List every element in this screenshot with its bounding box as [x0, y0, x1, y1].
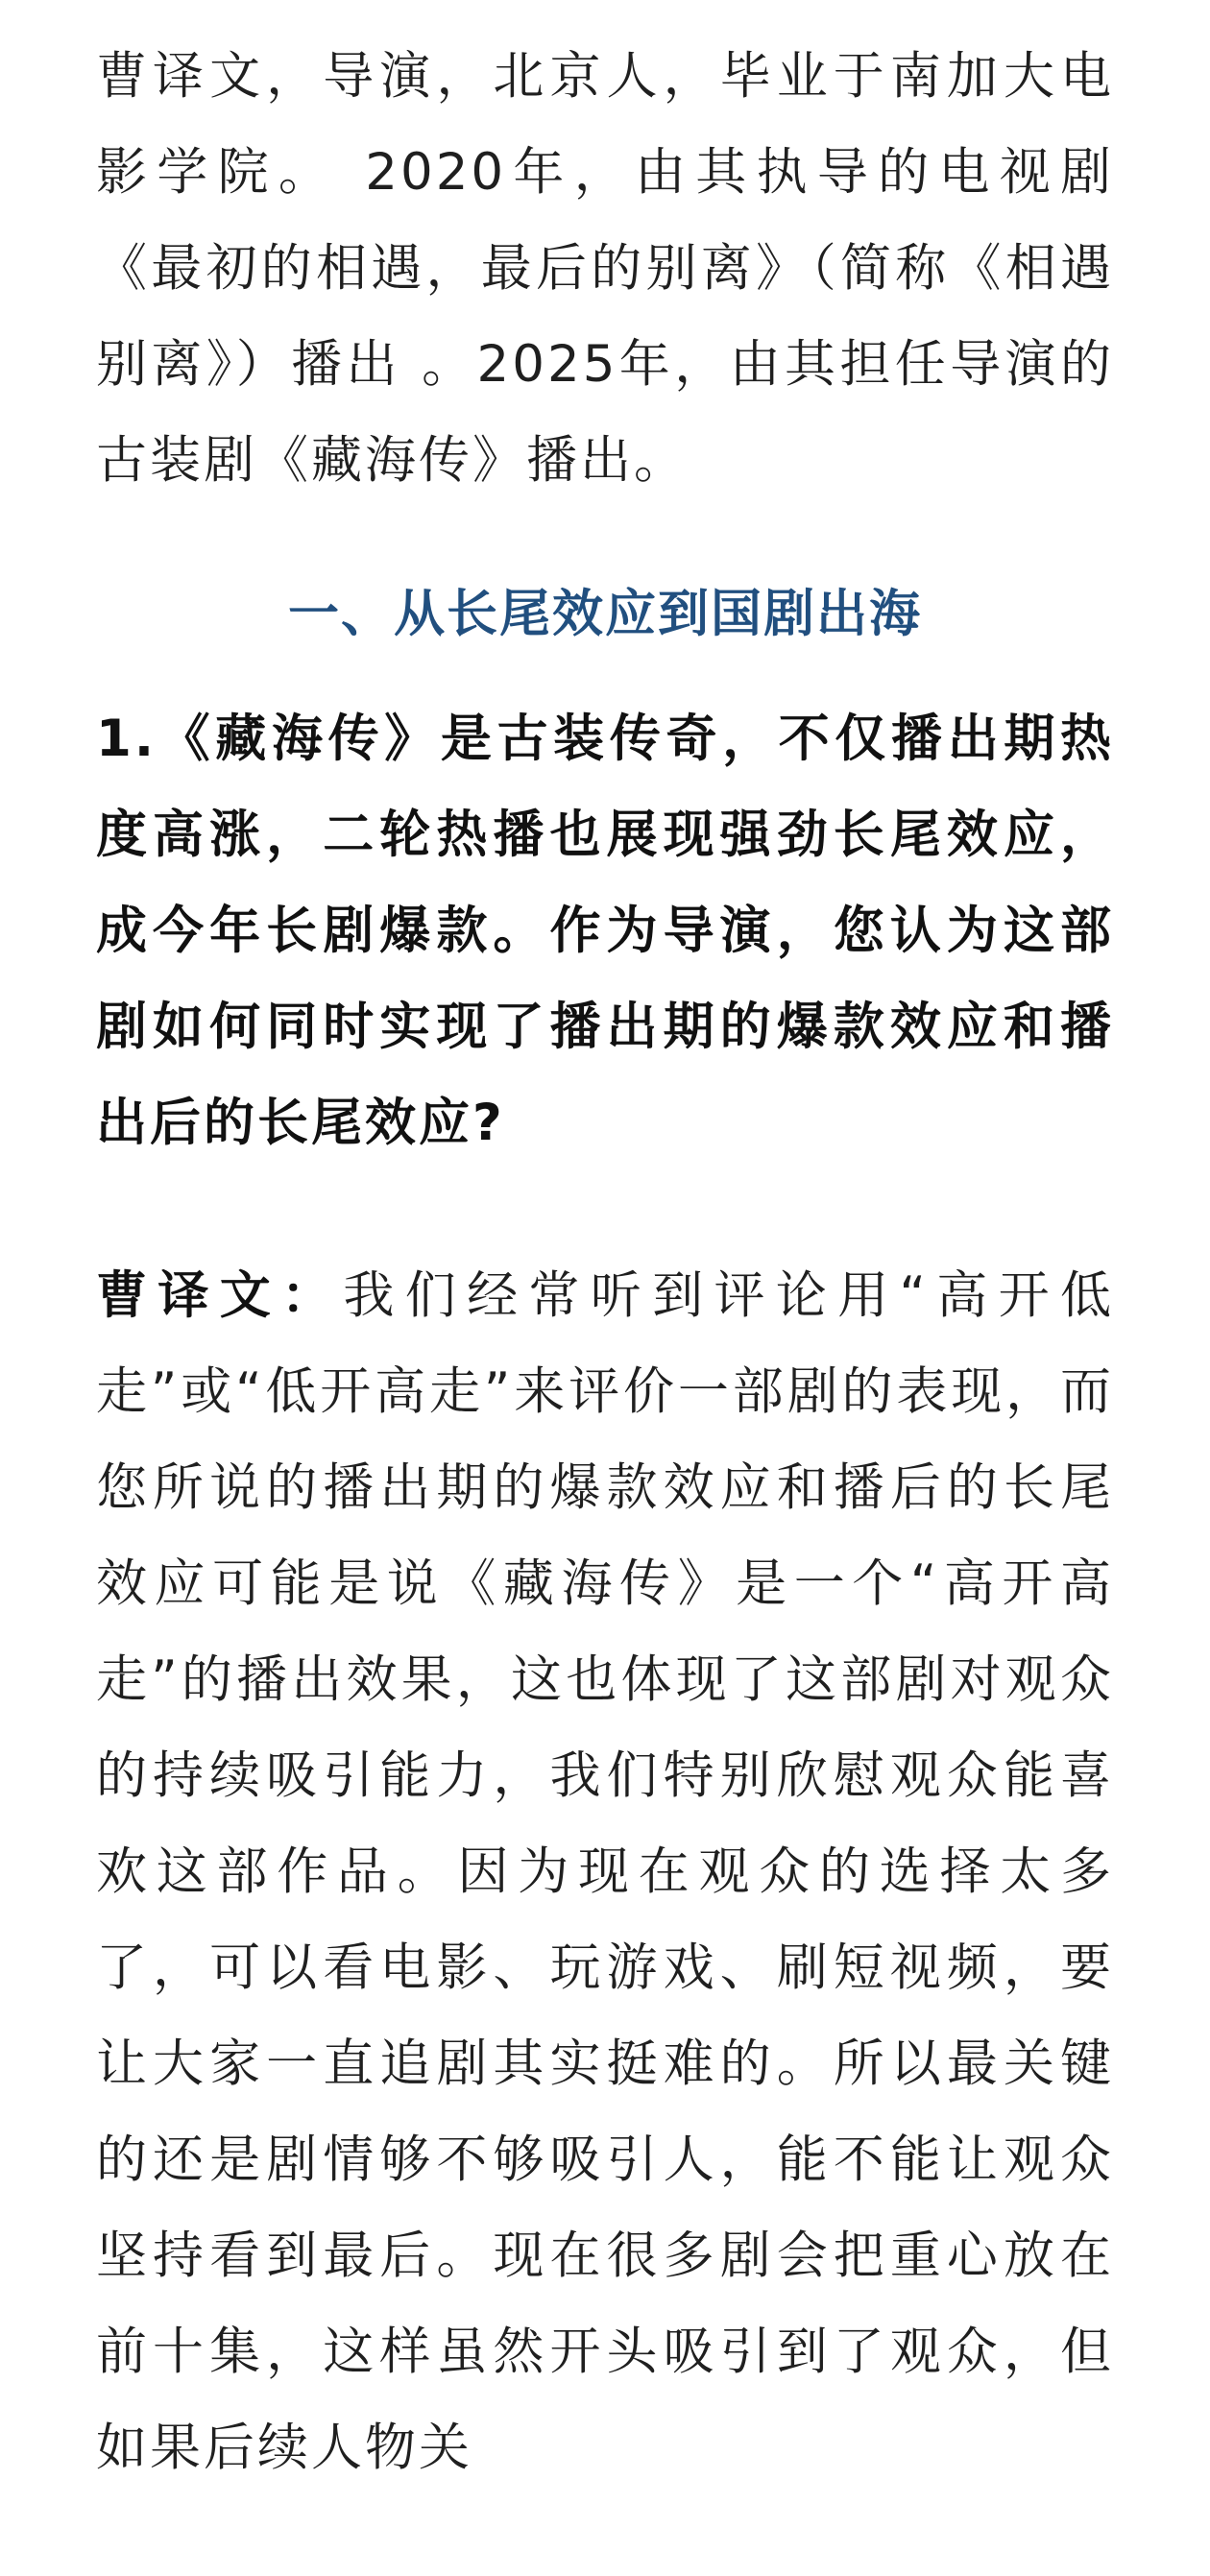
section-heading: 一、从长尾效应到国剧出海 — [288, 585, 922, 643]
interview-question: 1.《藏海传》是古装传奇，不仅播出期热度高涨，二轮热播也展现强劲长尾效应，成今年长剧爆款。作为导演，您认为这部剧如何同时实现了播出期的爆款效应和播出后的长尾效应? — [96, 710, 1114, 1152]
intro-paragraph: 曹译文，导演，北京人，毕业于南加大电影学院。 2020年，由其执导的电视剧《最初的相遇，最后的别离》（简称《相遇别离》）播出 。2025年，由其担任导演的古装剧《藏海传》播出。 — [96, 47, 1114, 490]
interview-answer — [96, 1171, 1114, 2496]
speaker-label: 曹译文： — [96, 1266, 344, 1325]
answer-text: 我们经常听到评论用“高开低走”或“低开高走”来评价一部剧的表现，而您所说的播出期的爆款效应和播后的长尾效应可能是说《藏海传》是一个“高开高走”的播出效果，这也体现了这部剧对观众的持续吸引能力，我们特别欣慰观众能喜欢这部作品。因为现在观众的选择太多了，可以看电影、玩游戏、刷短视频，要让大家一直追剧其实挺难的。所以最关键的还是剧情够不够吸引人，能不能让观众坚持看到最后。现在很多剧会把重心放在前十集，这样虽然开头吸引到了观众，但如果后续人物关 — [96, 1266, 1114, 2477]
